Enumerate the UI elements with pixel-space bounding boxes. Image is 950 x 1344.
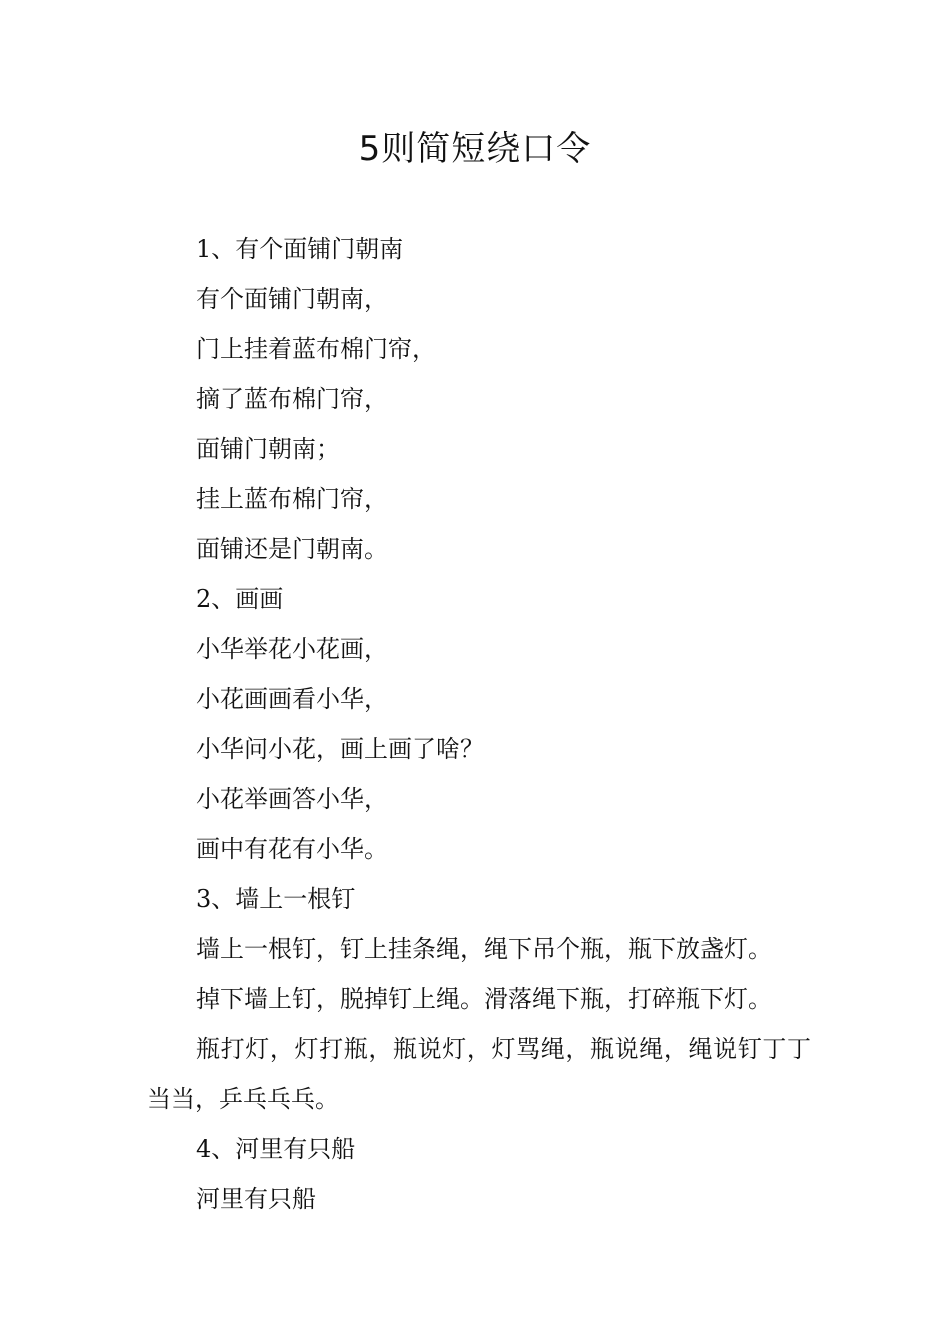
text-line: 小华问小花，画上画了啥？ xyxy=(196,735,484,763)
text-line: 画中有花有小华。 xyxy=(196,835,388,863)
text-paragraph: 瓶打灯，灯打瓶，瓶说灯，灯骂绳，瓶说绳，绳说钉丁丁当当，乒乓乓乓。 xyxy=(147,1035,811,1113)
text-line: 面铺门朝南； xyxy=(196,435,340,463)
text-line: 小华举花小花画， xyxy=(196,635,388,663)
text-line: 挂上蓝布棉门帘， xyxy=(196,485,388,513)
document-title: 5则简短绕口令 xyxy=(358,129,592,169)
section-heading-1: 1、有个面铺门朝南 xyxy=(196,235,404,263)
text-line: 门上挂着蓝布棉门帘， xyxy=(196,335,436,363)
text-line: 小花举画答小华， xyxy=(196,785,388,813)
text-line: 墙上一根钉，钉上挂条绳，绳下吊个瓶，瓶下放盏灯。 xyxy=(196,935,772,963)
text-line: 摘了蓝布棉门帘， xyxy=(196,385,388,413)
text-line: 小花画画看小华， xyxy=(196,685,388,713)
text-line: 面铺还是门朝南。 xyxy=(196,535,388,563)
section-heading-4: 4、河里有只船 xyxy=(196,1135,356,1163)
document-body xyxy=(147,224,811,1224)
text-line: 有个面铺门朝南， xyxy=(196,285,388,313)
text-line: 河里有只船 xyxy=(196,1185,316,1213)
text-line: 掉下墙上钉，脱掉钉上绳。滑落绳下瓶，打碎瓶下灯。 xyxy=(196,985,772,1013)
section-heading-2: 2、画画 xyxy=(196,585,284,613)
section-heading-3: 3、墙上一根钉 xyxy=(196,885,356,913)
